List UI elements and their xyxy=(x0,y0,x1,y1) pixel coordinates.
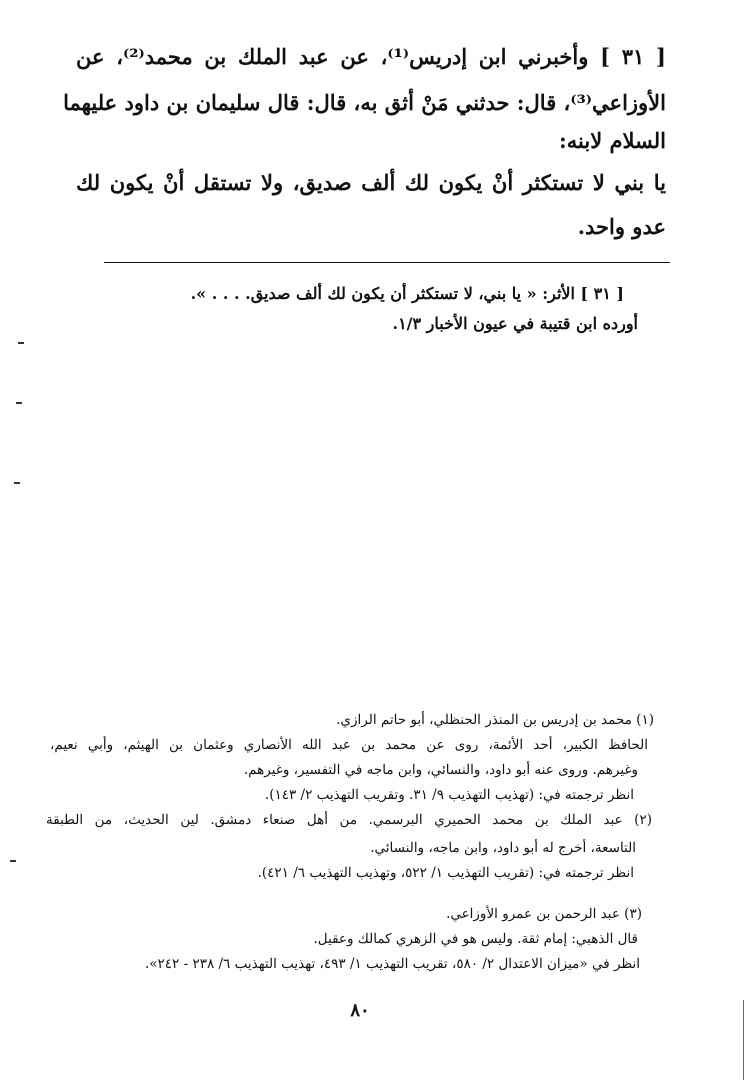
footnote-line: (١) محمد بن إدريس بن المنذر الحنظلي، أبو حاتم الرازي. xyxy=(336,712,654,728)
scan-mark xyxy=(14,482,20,484)
scan-mark xyxy=(10,860,16,862)
footnote-line: انظر في «ميزان الاعتدال ٢/ ٥٨٠، تقريب التهذيب ١/ ٤٩٣، تهذيب التهذيب ٦/ ٢٣٨ - ٢٤٢». xyxy=(144,956,640,972)
footnote-line: الحافظ الكبير، أحد الأئمة، روى عن محمد بن عبد الله الأنصاري وعثمان بن الهيثم، وأبي نعيم، xyxy=(50,737,648,753)
footnote-line: (٢) عبد الملك بن محمد الحميري البرسمي. من أهل صنعاء دمشق. لين الحديث، من الطبقة xyxy=(46,812,652,828)
note-line: [ ٣١ ] الأثر: « يا بني، لا تستكثر أن يكون لك ألف صديق. . . . ». xyxy=(190,284,624,303)
separator-rule xyxy=(104,262,670,263)
main-text-line: [ ٣١ ] وأخبرني ابن إدريس⁽¹⁾، عن عبد الملك بن محمد⁽²⁾، عن xyxy=(76,44,666,69)
page-number: ٨٠ xyxy=(350,1000,370,1021)
main-text-line: الأوزاعي⁽³⁾، قال: حدثني مَنْ أثق به، قال: قال سليمان بن داود عليهما xyxy=(63,90,666,115)
footnote-line: (٣) عبد الرحمن بن عمرو الأوزاعي. xyxy=(446,906,642,922)
scan-edge xyxy=(743,1000,744,1080)
note-line: أورده ابن قتيبة في عيون الأخبار ١/٣. xyxy=(392,314,638,333)
main-text-line: السلام لابنه: xyxy=(559,128,666,153)
scan-mark xyxy=(16,402,22,404)
footnote-line: وغيرهم. وروى عنه أبو داود، والنسائي، وابن ماجه في التفسير، وغيرهم. xyxy=(243,762,638,778)
footnote-line: انظر ترجمته في: (تهذيب التهذيب ٩/ ٣١. وتقريب التهذيب ٢/ ١٤٣). xyxy=(264,787,634,803)
main-text-line: عدو واحد. xyxy=(577,214,666,239)
footnote-line: التاسعة، أخرج له أبو داود، وابن ماجه، والنسائي. xyxy=(370,840,636,856)
scan-mark xyxy=(18,342,24,344)
main-text-line: يا بني لا تستكثر أنْ يكون لك ألف صديق، ولا تستقل أنْ يكون لك xyxy=(76,170,666,195)
footnote-line: انظر ترجمته في: (تقريب التهذيب ١/ ٥٢٢، وتهذيب التهذيب ٦/ ٤٢١). xyxy=(257,865,634,881)
footnote-line: قال الذهبي: إمام ثقة. وليس هو في الزهري كمالك وعقيل. xyxy=(313,931,638,947)
